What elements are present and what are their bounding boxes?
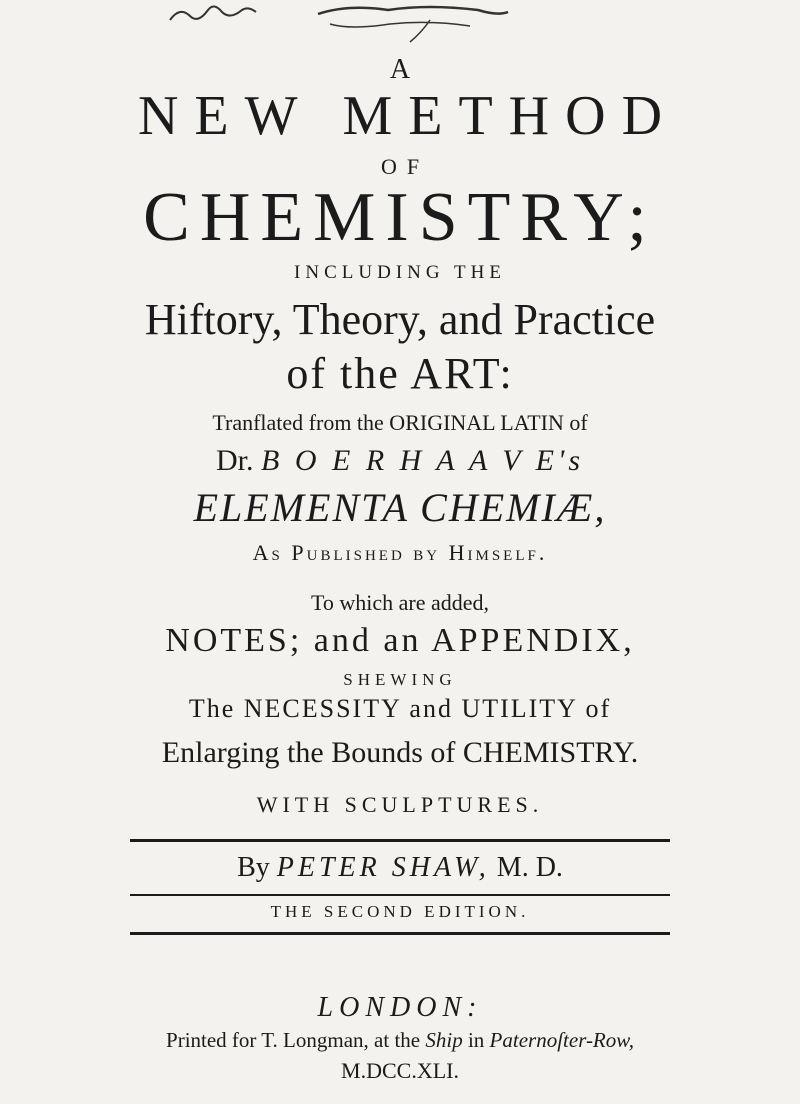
handwritten-signature bbox=[0, 0, 800, 45]
rule-bottom bbox=[130, 932, 670, 935]
paternoster-row: Paternoſter-Row, bbox=[489, 1028, 634, 1052]
boerhaave-line bbox=[0, 444, 800, 478]
notes-appendix: NOTES; and an APPENDIX, bbox=[165, 622, 635, 659]
subtitle-of-the-art: of the ART: bbox=[286, 349, 514, 398]
by-label: By bbox=[237, 852, 270, 883]
printed-for: Printed for T. Longman, at the bbox=[166, 1028, 421, 1052]
degree-md: M. D. bbox=[496, 852, 563, 883]
translated-line: Tranflated from the ORIGINAL LATIN of bbox=[212, 410, 588, 435]
rule-top bbox=[130, 839, 670, 842]
imprint-date: M.DCC.XLI. bbox=[341, 1058, 459, 1083]
imprint-printer bbox=[0, 1028, 800, 1053]
author-boerhaave: B O E R H A A V E's bbox=[261, 444, 584, 477]
elementa-chemiae: ELEMENTA CHEMIÆ, bbox=[193, 485, 607, 530]
to-which-added: To which are added, bbox=[310, 590, 490, 615]
title-of: OF bbox=[380, 154, 430, 179]
in-label: in bbox=[467, 1028, 485, 1052]
subtitle-history-theory-practice: Hiftory, Theory, and Practice bbox=[144, 295, 656, 344]
by-author-line bbox=[0, 852, 800, 884]
dr-label: Dr. bbox=[216, 444, 254, 477]
author-shaw: PETER SHAW, bbox=[276, 852, 490, 883]
second-edition: THE SECOND EDITION. bbox=[270, 902, 530, 921]
necessity-utility: The NECESSITY and UTILITY of bbox=[188, 694, 612, 723]
with-sculptures: WITH SCULPTURES. bbox=[256, 792, 544, 817]
enlarging-bounds: Enlarging the Bounds of CHEMISTRY. bbox=[161, 736, 639, 769]
sign-ship: Ship bbox=[425, 1028, 463, 1052]
rule-middle bbox=[130, 894, 670, 896]
shewing: SHEWING bbox=[343, 670, 457, 689]
imprint-london: LONDON: bbox=[317, 992, 483, 1023]
title-chemistry: CHEMISTRY; bbox=[143, 179, 657, 256]
title-article: A bbox=[389, 54, 411, 85]
published-line: As Published by Himself. bbox=[252, 540, 548, 565]
title-including: INCLUDING THE bbox=[294, 262, 506, 283]
title-new-method: NEW METHOD bbox=[137, 85, 679, 147]
